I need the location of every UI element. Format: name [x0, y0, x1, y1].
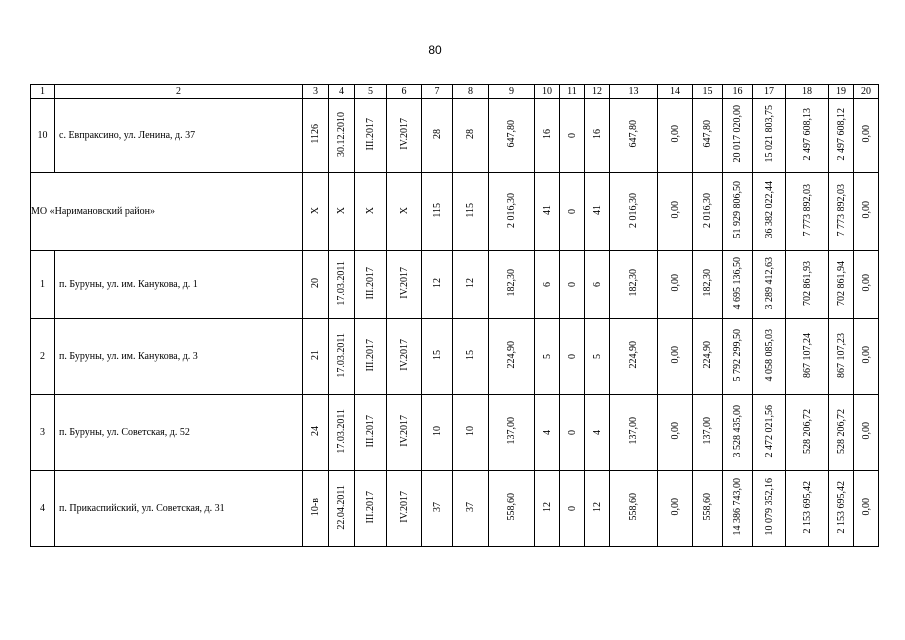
cell	[303, 395, 329, 471]
cell-value: 0,00	[669, 125, 681, 143]
cell	[422, 395, 453, 471]
cell-value: 41	[541, 205, 553, 215]
cell-value: 4	[591, 430, 603, 435]
cell	[723, 395, 753, 471]
cell	[453, 471, 489, 547]
cell-value: 17.03.2011	[336, 408, 347, 454]
cell-value: 3 289 412,63	[763, 256, 775, 310]
cell	[329, 173, 355, 251]
cell	[453, 99, 489, 173]
cell-value: III.2017	[365, 266, 376, 300]
cell-value: 37	[431, 502, 443, 512]
cell-value: 0,00	[669, 346, 681, 364]
cell-value: 0,00	[669, 274, 681, 292]
header-cell: 5	[355, 85, 387, 99]
cell	[329, 99, 355, 173]
cell	[658, 319, 693, 395]
cell-value: 224,90	[702, 341, 713, 369]
header-cell: 8	[453, 85, 489, 99]
cell-value: 702 861,93	[801, 260, 813, 306]
cell-value: 4 058 085,03	[763, 328, 775, 382]
cell-value: 22.04.2011	[336, 484, 347, 530]
cell	[355, 471, 387, 547]
cell-value: 0	[566, 506, 578, 511]
header-cell: 3	[303, 85, 329, 99]
cell-value: 4	[541, 430, 553, 435]
header-row	[31, 85, 879, 99]
cell	[422, 251, 453, 319]
cell	[355, 173, 387, 251]
cell-value: 0,00	[860, 201, 872, 219]
address-cell: п. Буруны, ул. им. Канукова, д. 3	[55, 319, 303, 395]
header-cell: 18	[786, 85, 829, 99]
table-row	[31, 471, 879, 547]
cell	[387, 173, 422, 251]
cell-value: 647,80	[628, 120, 639, 148]
cell-value: 0	[566, 354, 578, 359]
cell-value: 115	[465, 202, 476, 218]
cell-value: 2 016,30	[628, 192, 639, 228]
cell-value: 182,30	[702, 269, 713, 297]
cell-value: 12	[541, 502, 553, 512]
cell	[610, 471, 658, 547]
header-cell: 16	[723, 85, 753, 99]
cell	[693, 395, 723, 471]
cell	[535, 99, 560, 173]
cell-value: 28	[465, 129, 476, 139]
cell-value: 7 773 892,03	[835, 183, 847, 237]
cell	[303, 173, 329, 251]
cell	[854, 471, 879, 547]
cell	[422, 471, 453, 547]
cell	[786, 173, 829, 251]
cell	[560, 173, 585, 251]
cell-value: 15	[465, 350, 476, 360]
housing-table	[30, 84, 879, 547]
cell-value: 12	[591, 502, 603, 512]
cell-value: 0,00	[860, 498, 872, 516]
header-cell: 2	[55, 85, 303, 99]
cell-value: 14 386 743,00	[732, 478, 743, 536]
cell-value: 4 695 136,50	[732, 256, 743, 310]
cell	[535, 319, 560, 395]
cell-value: 182,30	[628, 269, 639, 297]
cell	[585, 471, 610, 547]
cell	[753, 319, 786, 395]
cell	[693, 319, 723, 395]
cell-value: 2 472 021,56	[763, 404, 775, 458]
cell-value: 5	[591, 354, 603, 359]
cell	[693, 173, 723, 251]
cell	[829, 395, 854, 471]
cell-value: 224,90	[506, 341, 517, 369]
header-cell: 12	[585, 85, 610, 99]
row-number: 3	[31, 395, 55, 471]
cell-value: 115	[431, 202, 443, 218]
cell	[489, 395, 535, 471]
cell	[387, 395, 422, 471]
header-cell: 17	[753, 85, 786, 99]
header-cell: 6	[387, 85, 422, 99]
cell-value: 3 528 435,00	[732, 404, 743, 458]
cell	[854, 251, 879, 319]
cell	[693, 471, 723, 547]
cell-value: 0,00	[860, 274, 872, 292]
cell	[753, 471, 786, 547]
cell	[585, 251, 610, 319]
cell	[535, 395, 560, 471]
cell	[387, 319, 422, 395]
cell	[303, 471, 329, 547]
cell-value: 0	[566, 282, 578, 287]
cell-value: IV.2017	[398, 339, 410, 371]
table-row	[31, 319, 879, 395]
table-row	[31, 251, 879, 319]
cell	[489, 319, 535, 395]
header-cell: 13	[610, 85, 658, 99]
cell-value: 0	[566, 133, 578, 138]
cell-value: 20	[310, 278, 321, 288]
cell	[303, 99, 329, 173]
cell-value: 12	[431, 278, 443, 288]
cell-value: 867 107,24	[801, 332, 813, 378]
cell	[693, 251, 723, 319]
cell	[303, 251, 329, 319]
cell	[422, 319, 453, 395]
cell	[489, 173, 535, 251]
table-row	[31, 395, 879, 471]
cell-value: 558,60	[702, 493, 713, 521]
cell-value: 7 773 892,03	[801, 183, 813, 237]
cell	[453, 173, 489, 251]
cell	[610, 395, 658, 471]
cell-value: 5 792 299,50	[732, 328, 743, 382]
cell-value: 10	[431, 426, 443, 436]
cell-value: 2 016,30	[702, 192, 713, 228]
row-number: 1	[31, 251, 55, 319]
cell-value: III.2017	[365, 338, 376, 372]
cell	[723, 99, 753, 173]
cell-value: 10	[465, 426, 476, 436]
cell	[585, 173, 610, 251]
cell	[585, 99, 610, 173]
cell-value: 0,00	[669, 201, 681, 219]
cell	[658, 395, 693, 471]
cell-value: 36 382 022,44	[763, 181, 775, 239]
cell-value: 16	[591, 129, 603, 139]
header-cell: 7	[422, 85, 453, 99]
address-cell: с. Евпраксино, ул. Ленина, д. 37	[55, 99, 303, 173]
cell-value: 528 206,72	[835, 408, 847, 454]
cell-value: 15	[431, 350, 443, 360]
cell-value: 21	[310, 350, 321, 360]
cell	[585, 395, 610, 471]
cell	[829, 471, 854, 547]
cell-value: 28	[431, 129, 443, 139]
row-number: 4	[31, 471, 55, 547]
cell	[854, 99, 879, 173]
cell-value: 702 861,94	[835, 260, 847, 306]
cell	[610, 99, 658, 173]
address-cell: п. Буруны, ул. Советская, д. 52	[55, 395, 303, 471]
cell	[560, 251, 585, 319]
cell-value: 137,00	[628, 417, 639, 445]
cell	[723, 251, 753, 319]
header-cell: 1	[31, 85, 55, 99]
cell	[786, 395, 829, 471]
table-row	[31, 173, 879, 251]
cell	[303, 319, 329, 395]
cell-value: X	[365, 206, 376, 214]
cell	[387, 251, 422, 319]
cell-value: 2 016,30	[506, 192, 517, 228]
cell-value: IV.2017	[398, 118, 410, 150]
cell	[610, 251, 658, 319]
cell	[854, 173, 879, 251]
cell	[489, 471, 535, 547]
cell-value: IV.2017	[398, 415, 410, 447]
cell-value: 15 021 803,75	[763, 105, 775, 163]
header-cell: 15	[693, 85, 723, 99]
header-cell: 10	[535, 85, 560, 99]
cell	[329, 471, 355, 547]
cell	[585, 319, 610, 395]
cell	[387, 471, 422, 547]
header-cell: 20	[854, 85, 879, 99]
cell-value: IV.2017	[398, 267, 410, 299]
cell	[489, 99, 535, 173]
cell	[829, 319, 854, 395]
cell-value: 12	[465, 278, 476, 288]
cell-value: 867 107,23	[835, 332, 847, 378]
cell-value: 182,30	[506, 269, 517, 297]
cell-value: 17.03.2011	[336, 332, 347, 378]
cell-value: 6	[591, 282, 603, 287]
cell-value: 558,60	[628, 493, 639, 521]
cell	[693, 99, 723, 173]
cell	[560, 395, 585, 471]
cell	[786, 471, 829, 547]
cell	[854, 395, 879, 471]
header-cell: 11	[560, 85, 585, 99]
address-cell: п. Прикаспийский, ул. Советская, д. 31	[55, 471, 303, 547]
cell	[753, 251, 786, 319]
cell	[786, 319, 829, 395]
cell-value: 10 079 352,16	[763, 478, 775, 536]
cell	[355, 99, 387, 173]
cell-value: 224,90	[628, 341, 639, 369]
cell-value: 0,00	[669, 422, 681, 440]
page-number: 80	[428, 43, 442, 57]
cell	[329, 319, 355, 395]
cell-value: 528 206,72	[801, 408, 813, 454]
cell-value: 24	[310, 426, 321, 436]
cell	[753, 99, 786, 173]
header-cell: 4	[329, 85, 355, 99]
cell-value: 6	[541, 282, 553, 287]
cell-value: X	[310, 206, 321, 214]
cell-value: 10-в	[310, 497, 321, 517]
cell	[829, 99, 854, 173]
header-cell: 9	[489, 85, 535, 99]
cell-value: 2 153 695,42	[835, 480, 847, 534]
cell-value: X	[336, 206, 347, 214]
cell-value: 137,00	[702, 417, 713, 445]
cell	[422, 99, 453, 173]
cell-value: 0	[566, 209, 578, 214]
row-number: 10	[31, 99, 55, 173]
cell-value: IV.2017	[398, 491, 410, 523]
cell	[786, 99, 829, 173]
cell-value: 0,00	[860, 422, 872, 440]
cell	[355, 251, 387, 319]
cell-value: 0,00	[860, 125, 872, 143]
cell	[535, 173, 560, 251]
cell	[723, 319, 753, 395]
cell-value: 2 497 608,12	[835, 107, 847, 161]
cell	[453, 395, 489, 471]
cell	[658, 471, 693, 547]
cell-value: 558,60	[506, 493, 517, 521]
cell-value: 647,80	[702, 120, 713, 148]
address-cell: п. Буруны, ул. им. Канукова, д. 1	[55, 251, 303, 319]
cell-value: 1126	[310, 124, 321, 144]
cell	[658, 251, 693, 319]
cell-value: 16	[541, 129, 553, 139]
cell	[753, 395, 786, 471]
cell	[829, 251, 854, 319]
cell	[422, 173, 453, 251]
cell-value: 2 497 608,13	[801, 107, 813, 161]
table-row	[31, 99, 879, 173]
cell-value: III.2017	[365, 414, 376, 448]
cell	[610, 173, 658, 251]
cell-value: 5	[541, 354, 553, 359]
cell	[723, 173, 753, 251]
header-cell: 14	[658, 85, 693, 99]
cell-value: 30.12.2010	[336, 111, 347, 157]
cell-value: III.2017	[365, 117, 376, 151]
cell	[560, 99, 585, 173]
cell-value: 41	[591, 205, 603, 215]
cell	[854, 319, 879, 395]
cell-value: 647,80	[506, 120, 517, 148]
cell	[658, 99, 693, 173]
cell	[355, 319, 387, 395]
cell	[355, 395, 387, 471]
cell	[453, 251, 489, 319]
cell	[329, 395, 355, 471]
cell	[610, 319, 658, 395]
cell	[786, 251, 829, 319]
cell	[387, 99, 422, 173]
cell	[560, 319, 585, 395]
cell	[329, 251, 355, 319]
row-number: 2	[31, 319, 55, 395]
cell-value: 2 153 695,42	[801, 480, 813, 534]
cell	[829, 173, 854, 251]
municipality-cell: МО «Наримановский район»	[31, 173, 303, 251]
cell-value: 0	[566, 430, 578, 435]
cell	[658, 173, 693, 251]
cell-value: 0,00	[860, 346, 872, 364]
cell-value: 137,00	[506, 417, 517, 445]
cell-value: 0,00	[669, 498, 681, 516]
header-cell: 19	[829, 85, 854, 99]
cell	[453, 319, 489, 395]
cell	[489, 251, 535, 319]
cell-value: 20 017 020,00	[732, 105, 743, 163]
cell-value: 51 929 806,50	[732, 181, 743, 239]
cell	[560, 471, 585, 547]
cell	[723, 471, 753, 547]
cell	[535, 251, 560, 319]
cell-value: 37	[465, 502, 476, 512]
cell-value: X	[398, 206, 410, 214]
cell-value: 17.03.2011	[336, 260, 347, 306]
cell	[535, 471, 560, 547]
cell	[753, 173, 786, 251]
cell-value: III.2017	[365, 490, 376, 524]
